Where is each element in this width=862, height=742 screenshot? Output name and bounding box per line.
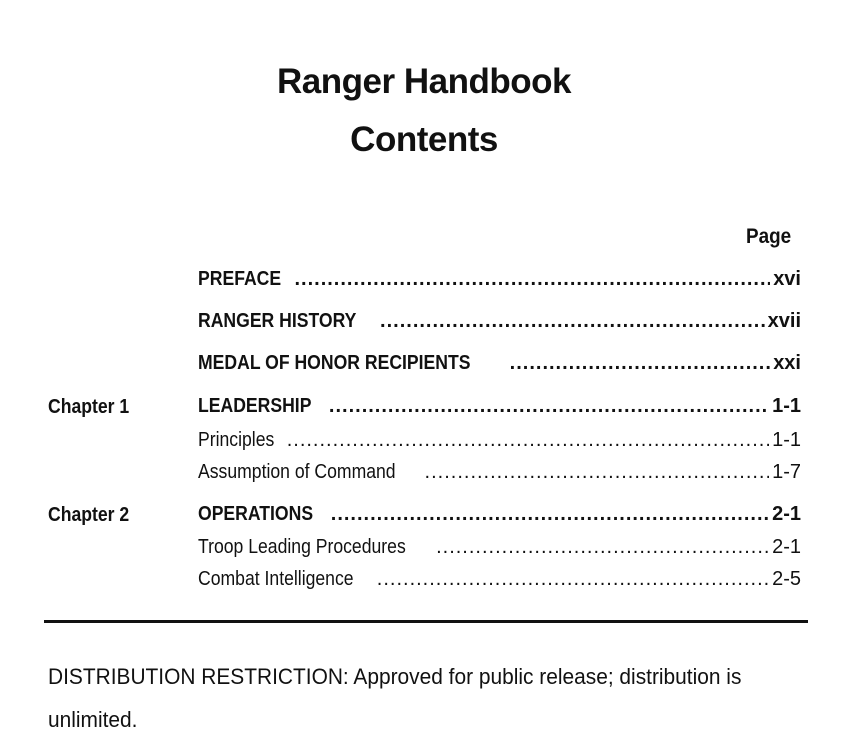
dot-leader: [331, 503, 769, 526]
document-title: Ranger Handbook: [277, 62, 571, 101]
toc-entry-medal-of-honor[interactable]: [198, 352, 801, 375]
toc-entry-troop-leading-procedures[interactable]: [198, 536, 801, 559]
toc-entry-page: 1-1: [772, 395, 801, 417]
toc-entry-label: MEDAL OF HONOR RECIPIENTS: [198, 352, 471, 374]
dot-leader: [510, 352, 771, 375]
horizontal-divider: [44, 620, 808, 623]
dot-leader: [377, 568, 769, 591]
toc-entry-label: Principles: [198, 429, 275, 451]
toc-entry-label: LEADERSHIP: [198, 395, 312, 417]
dot-leader: [287, 429, 769, 452]
toc-entry-page: xvii: [767, 310, 801, 332]
toc-entry-page: 2-5: [772, 568, 801, 590]
chapter-1-label: Chapter 1: [48, 396, 130, 418]
contents-heading: Contents: [350, 120, 498, 159]
toc-entry-preface[interactable]: [198, 268, 801, 291]
toc-entry-label: Assumption of Command: [198, 461, 396, 483]
toc-entry-label: PREFACE: [198, 268, 282, 290]
toc-entry-page: 1-7: [772, 461, 801, 483]
chapter-2-label: Chapter 2: [48, 504, 130, 526]
toc-entry-page: 2-1: [772, 503, 801, 525]
toc-entry-page: xxi: [773, 352, 801, 374]
toc-entry-combat-intelligence[interactable]: [198, 568, 801, 591]
toc-entry-label: OPERATIONS: [198, 503, 314, 525]
toc-entry-page: 1-1: [772, 429, 801, 451]
distribution-statement: DISTRIBUTION RESTRICTION: Approved for public release; distribution is unlimited.: [48, 664, 742, 732]
dot-leader: [294, 268, 770, 291]
toc-entry-leadership[interactable]: [198, 395, 801, 418]
toc-entry-principles[interactable]: [198, 429, 801, 452]
dot-leader: [380, 310, 765, 333]
toc-entry-page: xvi: [773, 268, 801, 290]
toc-entry-label: Troop Leading Procedures: [198, 536, 406, 558]
page-column-header: Page: [746, 225, 792, 248]
toc-entry-ranger-history[interactable]: [198, 310, 801, 333]
toc-entry-label: Combat Intelligence: [198, 568, 354, 590]
dot-leader: [425, 461, 770, 484]
dot-leader: [436, 536, 769, 559]
toc-entry-label: RANGER HISTORY: [198, 310, 357, 332]
toc-entry-operations[interactable]: [198, 503, 801, 526]
dot-leader: [329, 395, 769, 418]
toc-entry-assumption-of-command[interactable]: [198, 461, 801, 484]
toc-entry-page: 2-1: [772, 536, 801, 558]
